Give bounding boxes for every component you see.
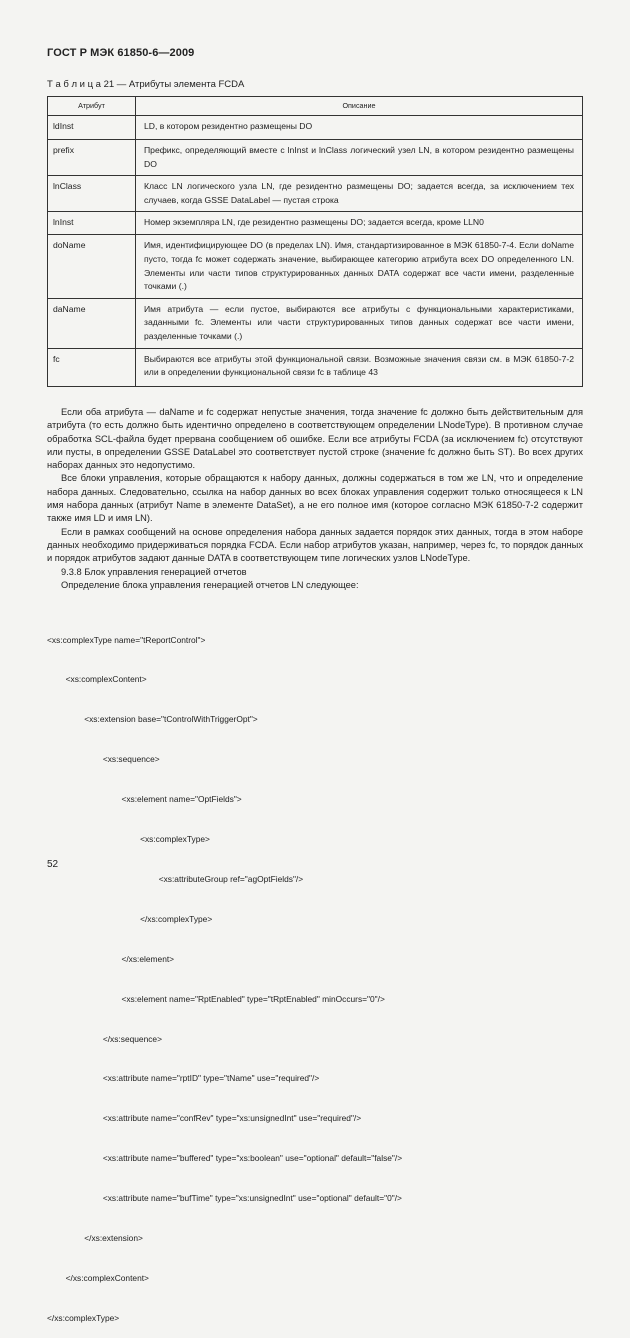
table-row bbox=[48, 235, 583, 298]
attribute-name-cell: daName bbox=[48, 298, 136, 348]
code-line: </xs:extension> bbox=[47, 1232, 143, 1243]
code-line: </xs:element> bbox=[47, 953, 175, 964]
attribute-name-cell: doName bbox=[48, 235, 136, 298]
paragraph-fcda-validity: Если оба атрибута — daName и fc содержат непустые значения, тогда значение fc должно быть действительным для атрибута (то есть должно быть идентично определено в соответствующем определении LNodeType). В противном случае обработка SCL-файла будет прервана сообщением об ошибке. Если все атрибуты FCDA (за исключением fc) отсутствуют или пусты, в определении GSSE DataLabel это соответствует пустой строке (значение fc должно быть ST). Во всех других наборах данных это недопустимо. bbox=[47, 407, 583, 471]
code-line: <xs:attributeGroup ref="agOptFields"/> bbox=[47, 873, 304, 884]
code-line: <xs:element name="RptEnabled" type="tRptEnabled" minOccurs="0"/> bbox=[47, 993, 385, 1004]
code-line: </xs:complexType> bbox=[47, 1312, 120, 1323]
table-header-row bbox=[48, 97, 583, 116]
attribute-name-cell: fc bbox=[48, 348, 136, 386]
column-header-description: Описание bbox=[136, 97, 583, 116]
page-number: 52 bbox=[47, 859, 59, 870]
body-text bbox=[47, 406, 583, 592]
code-line: <xs:attribute name="rptID" type="tName" use="required"/> bbox=[47, 1073, 320, 1084]
code-line: <xs:attribute name="bufTime" type="xs:unsignedInt" use="optional" default="0"/> bbox=[47, 1193, 402, 1204]
code-line: <xs:extension base="tControlWithTriggerOpt"> bbox=[47, 714, 258, 725]
code-line: <xs:attribute name="confRev" type="xs:unsignedInt" use="required"/> bbox=[47, 1113, 362, 1124]
paragraph-control-blocks: Все блоки управления, которые обращаются к набору данных, должны содержаться в том же LN, что и определение набора данных. Следовательно, ссылка на набор данных во всех блоках управления содержит только относящееся к LN имя набора данных (атрибут Name в элементе DataSet), а не его полное имя (которое согласно МЭК 61850-7-2 содержит также имя LD и имя LN). bbox=[47, 473, 583, 524]
attribute-description-cell: Префикс, определяющий вместе с lnInst и lnClass логический узел LN, в котором резидентно размещены DO bbox=[136, 140, 583, 176]
code-line: </xs:sequence> bbox=[47, 1033, 162, 1044]
code-line: </xs:complexContent> bbox=[47, 1272, 149, 1283]
attribute-description-cell: LD, в котором резидентно размещены DO bbox=[136, 116, 583, 140]
attribute-name-cell: lnClass bbox=[48, 176, 136, 212]
code-line: <xs:sequence> bbox=[47, 754, 160, 765]
table-row bbox=[48, 348, 583, 386]
code-line: <xs:complexType> bbox=[47, 834, 210, 845]
attribute-description-cell: Имя, идентифицирующее DO (в пределах LN). Имя, стандартизированное в МЭК 61850-7-4. Если doName пусто, тогда fc может содержать значение, выбирающее категорию атрибута всех DO определенного LN. Элементы или части типов структурированных данных DATA содержат все части имени, разделенные точками (.) bbox=[136, 235, 583, 298]
paragraph-definition-intro: Определение блока управления генерацией отчетов LN следующее: bbox=[61, 579, 359, 590]
paragraph-data-order: Если в рамках сообщений на основе определения набора данных задается порядок этих данных, тогда в этом наборе данных необходимо придерживаться порядка FCDA. Если набор атрибутов указан, например, через fc, то порядок данных и порядок атрибутов задают данные DATA в соответствующем типе логических узлов LNodeType. bbox=[47, 526, 583, 564]
fcda-attributes-table bbox=[47, 96, 583, 387]
column-header-attribute: Атрибут bbox=[48, 97, 136, 116]
attribute-description-cell: Имя атрибута — если пустое, выбираются все атрибуты с функциональными характеристиками, заданными fc. Элементы или части структурированных типов данных содержат все части имени, разделенные точками (.) bbox=[136, 298, 583, 348]
table-row bbox=[48, 212, 583, 235]
section-heading: 9.3.8 Блок управления генерацией отчетов bbox=[61, 566, 247, 577]
xml-schema-code bbox=[47, 607, 402, 1338]
table-row bbox=[48, 116, 583, 140]
attribute-name-cell: prefix bbox=[48, 140, 136, 176]
table-caption: Т а б л и ц а 21 — Атрибуты элемента FCDA bbox=[47, 79, 245, 90]
table-row bbox=[48, 176, 583, 212]
attribute-description-cell: Класс LN логического узла LN, где резидентно размещены DO; задается всегда, за исключением тех случаев, когда GSSE DataLabel — пустая строка bbox=[136, 176, 583, 212]
code-line: <xs:complexContent> bbox=[47, 674, 147, 685]
attribute-name-cell: lnInst bbox=[48, 212, 136, 235]
attribute-name-cell: ldInst bbox=[48, 116, 136, 140]
document-header: ГОСТ Р МЭК 61850-6—2009 bbox=[47, 47, 195, 59]
code-line: <xs:complexType name="tReportControl"> bbox=[47, 634, 206, 645]
code-line: </xs:complexType> bbox=[47, 913, 213, 924]
code-line: <xs:element name="OptFields"> bbox=[47, 794, 242, 805]
attribute-description-cell: Номер экземпляра LN, где резидентно размещены DO; задается всегда, кроме LLN0 bbox=[136, 212, 583, 235]
attribute-description-cell: Выбираются все атрибуты этой функциональной связи. Возможные значения связи см. в МЭК 61850-7-2 или в определении функциональной связи fc в таблице 43 bbox=[136, 348, 583, 386]
code-line: <xs:attribute name="buffered" type="xs:boolean" use="optional" default="false"/> bbox=[47, 1153, 403, 1164]
table-row bbox=[48, 298, 583, 348]
table-row bbox=[48, 140, 583, 176]
